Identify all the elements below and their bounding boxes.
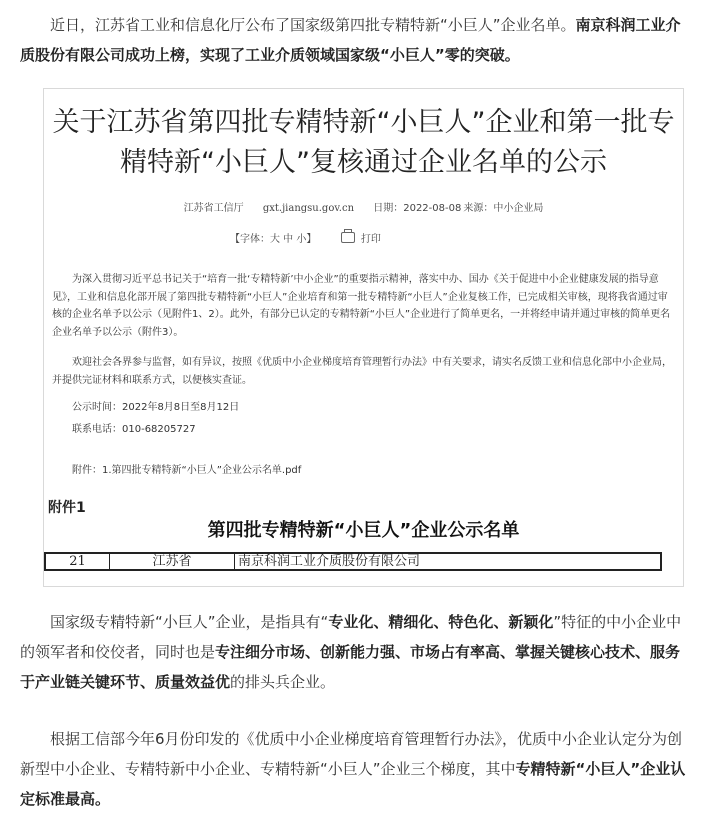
notice-meta (44, 199, 683, 214)
definition-paragraph (20, 607, 687, 697)
notice-tel: 联系电话：010-68205727 (72, 424, 196, 435)
intro-text: 近日，江苏省工业和信息化厅公布了国家级第四批专精特新“小巨人”企业名单。 (50, 16, 576, 34)
para2-highlight-d: 专注细分市场、创新能力强、市场占有率高、掌握关键核心技术、服务于产业链关键环节、质量效益优 (20, 643, 681, 691)
font-size-toolbar (230, 230, 381, 245)
list-title: 第四批专精特新“小巨人”企业公示名单 (207, 520, 520, 541)
attachment-label: 附件1 (48, 500, 86, 516)
para3-highlight-b: 专精特新“小巨人”企业认定标准最高。 (20, 760, 686, 808)
row-province: 江苏省 (110, 554, 235, 569)
para2-text-e: 的排头兵企业。 (230, 673, 336, 691)
para2-highlight-b: 专业化、精细化、特色化、新颖化 (328, 613, 554, 631)
attachment-link[interactable]: 附件：1.第四批专精特新“小巨人”企业公示名单.pdf (72, 465, 302, 476)
para2-text-a: 国家级专精特新“小巨人”企业，是指具有“ (50, 613, 329, 631)
notice-screenshot (43, 88, 684, 587)
notice-body-1: 为深入贯彻习近平总书记关于“培育一批‘专精特新’中小企业”的重要指示精神，落实中办、国办《关于促进中小企业健康发展的指导意见》，工业和信息化部开展了第四批专精特新“小巨人”企业培育和第一批专精特新“小巨人”企业复核工作，已完成相关审核，现将我省通过审核的企业名单予以公示（见附件1、2）。此外，有部分已认定的专精特新“小巨人”企业进行了简单更名，一并将经申请并通过审核的简单更名企业名单予以公示（附件3）。 (52, 274, 671, 338)
print-link[interactable]: 打印 (360, 234, 381, 245)
row-company: 南京科润工业介质股份有限公司 (238, 554, 421, 569)
intro-highlight: 南京科润工业介质股份有限公司成功上榜，实现了工业介质领域国家级“小巨人”零的突破。 (20, 16, 681, 64)
policy-paragraph (20, 724, 687, 814)
printer-icon[interactable] (341, 232, 355, 243)
meta-origin: 来源：中小企业局 (463, 203, 544, 214)
notice-body-2: 欢迎社会各界参与监督，如有异议，按照《优质中小企业梯度培育管理暂行办法》中有关要求，请实名反馈工业和信息化部中小企业局，并提供完证材料和联系方式，以便核实查证。 (52, 357, 672, 386)
row-index: 21 (46, 554, 110, 569)
font-size-control[interactable]: 【字体：大 中 小】 (230, 234, 317, 245)
notice-period: 公示时间：2022年8月8日至8月12日 (72, 402, 240, 413)
meta-source: 江苏省工信厅 (183, 203, 244, 214)
notice-title: 关于江苏省第四批专精特新“小巨人”企业和第一批专精特新“小巨人”复核通过企业名单的公示 (52, 107, 675, 178)
para3-text-a: 根据工信部今年6月份印发的《优质中小企业梯度培育管理暂行办法》，优质中小企业认定分为创新型中小企业、专精特新中小企业、专精特新“小巨人”企业三个梯度，其中 (20, 730, 683, 778)
intro-paragraph (20, 10, 687, 70)
meta-date: 日期：2022-08-08 (373, 203, 462, 214)
meta-url[interactable]: gxt.jiangsu.gov.cn (262, 203, 355, 214)
table-row (44, 552, 662, 571)
para2-text-c: ”特征的中小企业中的领军者和佼佼者，同时也是 (20, 613, 682, 661)
